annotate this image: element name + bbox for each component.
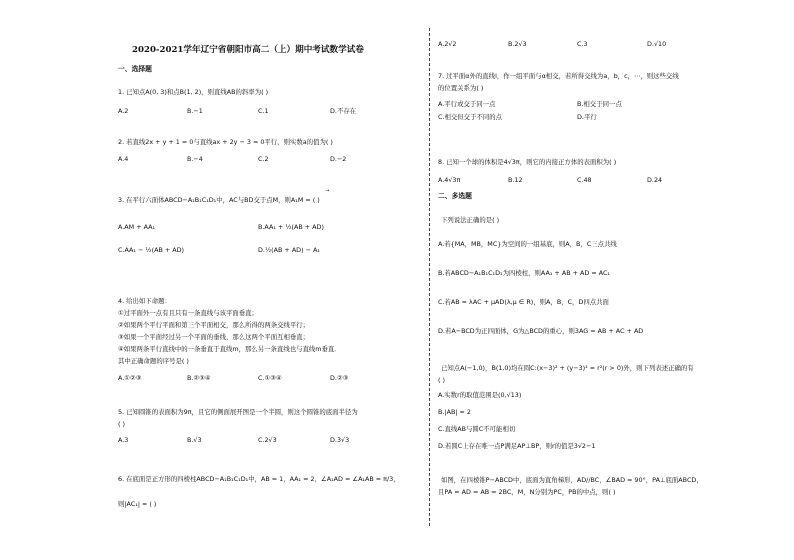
q7-option-b[interactable]: B.相交于同一点 xyxy=(577,100,622,108)
q4-option-b[interactable]: B.②③④ xyxy=(187,374,211,382)
q4-option-a[interactable]: A.①②③ xyxy=(118,374,142,382)
q10-option-c[interactable]: C.直线AB与圆C不可能相切 xyxy=(438,425,516,433)
question-10-stem: 已知点A(−1,0)，B(1,0)均在圆C:(x−3)² + (y−3)² = r²(r > 0)外，则下列表述正确的有 xyxy=(441,364,694,372)
q6-option-c[interactable]: C.3 xyxy=(577,40,588,48)
q10-option-b[interactable]: B.|AB| = 2 xyxy=(438,408,471,416)
q6-stem-continued: 则|AC₁| = ( ) xyxy=(118,500,157,508)
q8-option-c[interactable]: C.48 xyxy=(577,176,592,184)
q9-option-b[interactable]: B.若ABCD−A₁B₁C₁D₁为四棱柱，则AA₁ + AB + AD = AC₁ xyxy=(438,269,610,277)
q5-option-a[interactable]: A.3 xyxy=(118,436,129,444)
q6-option-b[interactable]: B.2√3 xyxy=(508,40,527,48)
q5-option-d[interactable]: D.3√3 xyxy=(330,436,350,444)
question-11-stem: 如图，在四棱锥P−ABCD中，底面为直角梯形，AD//BC，∠BAD = 90°，PA⊥底面ABCD， xyxy=(441,476,703,484)
question-1-stem: 1. 已知点A(0, 3)和点B(1, 2)，则直线AB的斜率为( ) xyxy=(118,88,269,96)
q7-option-c[interactable]: C.相交但交于不同的点 xyxy=(438,113,503,121)
question-8-stem: 8. 已知一个球的体积是4√3π，则它的内接正方体的表面积为( ) xyxy=(438,158,617,166)
q3-option-d[interactable]: D.½(AB + AD) − A₁ xyxy=(258,246,320,254)
q5-option-c[interactable]: C.2√3 xyxy=(258,436,277,444)
q10-option-a[interactable]: A.实数r的取值范围是(0,√13) xyxy=(438,391,522,399)
q5-answer-paren: ( ) xyxy=(118,420,126,428)
question-4-stem: 4. 给出如下命题： xyxy=(118,297,171,305)
q4-option-d[interactable]: D.②③ xyxy=(330,374,349,382)
q10-answer-paren: ( ) xyxy=(438,376,446,384)
question-3-stem: 3. 在平行六面体ABCD−A₁B₁C₁D₁中，AC与BD交于点M，则A₁M = ( ) xyxy=(118,196,320,204)
q1-option-b[interactable]: B.−1 xyxy=(187,107,203,115)
q2-option-a[interactable]: A.4 xyxy=(118,155,129,163)
question-2-stem: 2. 若直线2x + y + 1 = 0与直线ax + 2y − 3 = 0平行，则实数a的值为( ) xyxy=(118,138,333,146)
q4-option-c[interactable]: C.①③④ xyxy=(258,374,282,382)
q4-statement-4: ④如果两条平行直线中的一条垂直于直线m，那么另一条直线也与直线m垂直． xyxy=(118,345,341,353)
q2-option-c[interactable]: C.2 xyxy=(258,155,269,163)
question-6-stem: 6. 在底面是正方形的四棱柱ABCD−A₁B₁C₁D₁中，AB = 1，AA₁ = 2，∠A₁AD = ∠A₁AB = π/3， xyxy=(118,475,400,483)
q6-option-d[interactable]: D.√10 xyxy=(647,40,667,48)
q2-option-b[interactable]: B.−4 xyxy=(187,155,203,163)
q3-option-b[interactable]: B.AA₁ + ½(AB + AD) xyxy=(258,223,324,231)
question-5-stem: 5. 已知圆锥的表面积为9π，且它的侧面展开图是一个半圆，则这个圆锥的底面半径为 xyxy=(118,408,358,416)
q4-prompt: 其中正确命题的序号是( ) xyxy=(118,357,189,365)
q9-option-a[interactable]: A.若{MA，MB，MC}为空间的一组基底，则A，B，C三点共线 xyxy=(438,240,617,248)
q4-statement-2: ②如果两个平行平面和第三个平面相交，那么所得的两条交线平行； xyxy=(118,321,310,329)
q1-option-c[interactable]: C.1 xyxy=(258,107,269,115)
page-title: 2020-2021学年辽宁省朝阳市高二（上）期中考试数学试卷 xyxy=(132,45,364,55)
q1-option-d[interactable]: D.不存在 xyxy=(330,107,357,115)
q11-stem-continued: 且PA = AD = AB = 2BC，M，N分别为PC，PB的中点，则( ) xyxy=(438,488,616,496)
question-7-stem: 7. 过平面α外的直线l，作一组平面与α相交，若所得交线为a，b，c，⋯，则这些交线 xyxy=(438,72,679,80)
q7-option-d[interactable]: D.平行 xyxy=(577,113,597,121)
q7-option-a[interactable]: A.平行或交于同一点 xyxy=(438,100,496,108)
q7-stem-continued: 的位置关系为( ) xyxy=(438,84,484,92)
q3-option-c[interactable]: C.AA₁ − ½(AB + AD) xyxy=(118,246,185,254)
q9-option-d[interactable]: D.若A−BCD为正四面体，G为△BCD的重心，则3AG = AB + AC + AD xyxy=(438,327,644,335)
column-divider xyxy=(429,28,430,526)
section-heading-choice: 一、选择题 xyxy=(118,65,152,73)
q1-option-a[interactable]: A.2 xyxy=(118,107,129,115)
q2-option-d[interactable]: D.−2 xyxy=(330,155,347,163)
q8-option-a[interactable]: A.4√3π xyxy=(438,176,461,184)
q5-option-b[interactable]: B.√3 xyxy=(187,436,202,444)
q10-option-d[interactable]: D.若圆C上存在唯一点P满足AP⊥BP，则r的值是3√2−1 xyxy=(438,442,596,450)
question-9-stem: 下列说法正确的是( ) xyxy=(441,216,500,224)
q3-option-a[interactable]: A.AM + AA₁ xyxy=(118,223,156,231)
q8-option-b[interactable]: B.12 xyxy=(508,176,523,184)
q4-statement-3: ③如果一个平面经过另一个平面的垂线，那么这两个平面互相垂直； xyxy=(118,333,310,341)
q9-option-c[interactable]: C.若AB = λAC + μAD(λ,μ ∈ R)，则A，B，C，D四点共面 xyxy=(438,298,609,306)
q6-option-a[interactable]: A.2√2 xyxy=(438,40,457,48)
q8-option-d[interactable]: D.24 xyxy=(647,176,663,184)
section-heading-multi: 二、多选题 xyxy=(438,192,472,200)
q4-statement-1: ①过平面外一点有且只有一条直线与该平面垂直； xyxy=(118,309,258,317)
vector-arrow: → xyxy=(325,188,330,194)
